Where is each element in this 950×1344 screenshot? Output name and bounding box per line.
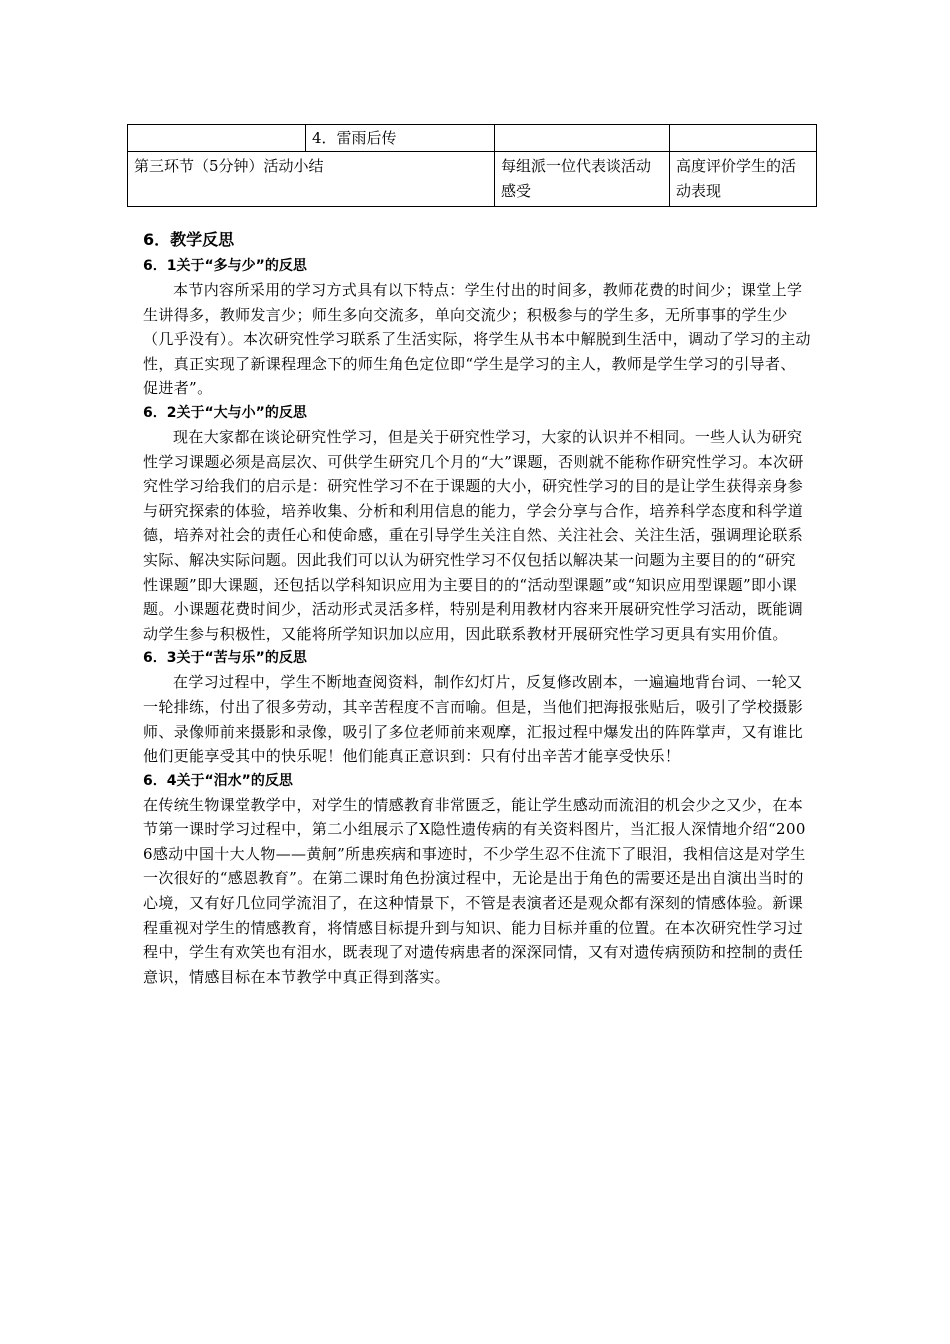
paragraph: 本节内容所采用的学习方式具有以下特点：学生付出的时间多，教师花费的时间少；课堂上学生讲得多，教师发言少；师生多向交流多，单向交流少；积极参与的学生多，无所事事的学生少（几乎没有）。本次研究性学习联系了生活实际，将学生从书本中解脱到生活中，调动了学习的主动性，真正实现了新课程理念下的师生角色定位即“学生是学习的主人，教师是学生学习的引导者、促进者”。 bbox=[143, 281, 811, 398]
table-cell bbox=[495, 125, 670, 152]
table-cell: 4．雷雨后传 bbox=[306, 125, 495, 152]
table-cell bbox=[128, 125, 306, 152]
paragraph: 现在大家都在谈论研究性学习，但是关于研究性学习，大家的认识并不相同。一些人认为研究性学习课题必须是高层次、可供学生研究几个月的“大”课题，否则就不能称作研究性学习。本次研究性学习给我们的启示是：研究性学习不在于课题的大小，研究性学习的目的是让学生获得亲身参与研究探索的体验，培养收集、分析和利用信息的能力，学会分享与合作，培养科学态度和科学道德，培养对社会的责任心和使命感，重在引导学生关注自然、关注社会、关注生活，强调理论联系实际、解决实际问题。因此我们可以认为研究性学习不仅包括以解决某一问题为主要目的的“研究性课题”即大课题，还包括以学科知识应用为主要目的的“活动型课题”或“知识应用型课题”即小课题。小课题花费时间少，活动形式灵活多样，特别是利用教材内容来开展研究性学习活动，既能调动学生参与积极性，又能将所学知识加以应用，因此联系教材开展研究性学习更具有实用价值。 bbox=[143, 427, 804, 643]
lesson-plan-table bbox=[127, 124, 817, 207]
table-row bbox=[128, 125, 817, 152]
subsection-heading: 6．2关于“大与小”的反思 bbox=[143, 404, 307, 421]
paragraph: 在学习过程中，学生不断地查阅资料，制作幻灯片，反复修改剧本，一遍遍地背台词、一轮又一轮排练，付出了很多劳动，其辛苦程度不言而喻。但是，当他们把海报张贴后，吸引了学校摄影师、录像师前来摄影和录像，吸引了多位老师前来观摩，汇报过程中爆发出的阵阵掌声，又有谁比他们更能享受其中的快乐呢！他们能真正意识到：只有付出辛苦才能享受快乐！ bbox=[143, 673, 804, 766]
table-row bbox=[128, 152, 817, 207]
paragraph: 在传统生物课堂教学中，对学生的情感教育非常匮乏，能让学生感动而流泪的机会少之又少，在本节第一课时学习过程中，第二小组展示了X隐性遗传病的有关资料图片，当汇报人深情地介绍“2006感动中国十大人物——黄舸”所患疾病和事迹时，不少学生忍不住流下了眼泪，我相信这是对学生一次很好的“感恩教育”。在第二课时角色扮演过程中，无论是出于角色的需要还是出自演出当时的心境，又有好几位同学流泪了，在这种情景下，不管是表演者还是观众都有深刻的情感体验。新课程重视对学生的情感教育，将情感目标提升到与知识、能力目标并重的位置。在本次研究性学习过程中，学生有欢笑也有泪水，既表现了对遗传病患者的深深同情，又有对遗传病预防和控制的责任意识，情感目标在本节教学中真正得到落实。 bbox=[143, 795, 806, 986]
reflection-section bbox=[143, 228, 811, 989]
subsection-heading: 6．1关于“多与少”的反思 bbox=[143, 258, 307, 274]
table-cell: 高度评价学生的活动表现 bbox=[670, 152, 817, 207]
subsection-heading: 6．4关于“泪水”的反思 bbox=[143, 772, 293, 789]
table-cell: 第三环节（5分钟）活动小结 bbox=[128, 152, 495, 207]
table-cell bbox=[670, 125, 817, 152]
subsection-heading: 6．3关于“苦与乐”的反思 bbox=[143, 650, 307, 667]
section-title: 6．教学反思 bbox=[143, 230, 235, 249]
table-cell: 每组派一位代表谈活动感受 bbox=[495, 152, 670, 207]
